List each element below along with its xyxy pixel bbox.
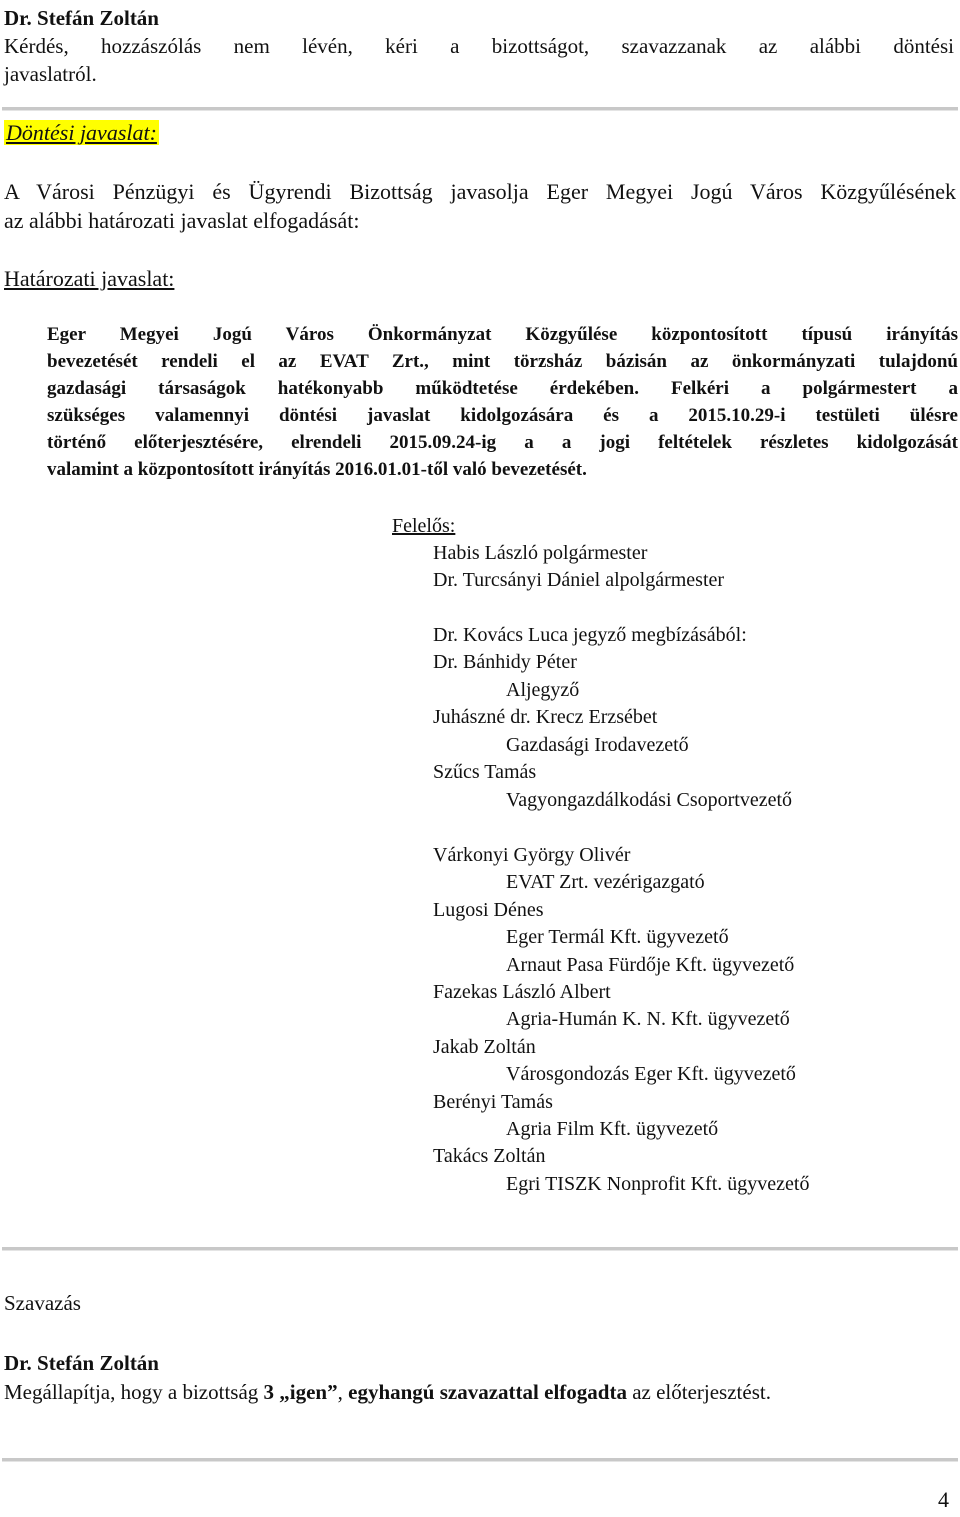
responsible-title: Aljegyző <box>506 679 580 701</box>
vote-quoted: „igen” <box>279 1380 338 1404</box>
bottom-divider <box>2 1458 958 1462</box>
resolution-line: szükséges valamennyi döntési javaslat kidolgozására és a 2015.10.29-i testületi ülésre <box>47 405 958 426</box>
resolution-line: gazdasági társaságok hatékonyabb működtetése érdekében. Felkéri a polgármestert a <box>47 378 958 399</box>
vote-result: egyhangú szavazattal elfogadta <box>348 1380 627 1404</box>
responsible-title: EVAT Zrt. vezérigazgató <box>506 871 705 893</box>
top-divider <box>2 107 958 111</box>
responsible-person: Berényi Tamás <box>433 1091 553 1113</box>
responsible-title: Eger Termál Kft. ügyvezető <box>506 926 729 948</box>
responsible-person: Habis László polgármester <box>433 542 648 564</box>
vote-heading: Szavazás <box>4 1291 81 1315</box>
responsible-title: Vagyongazdálkodási Csoportvezető <box>506 789 793 811</box>
responsible-title: Agria Film Kft. ügyvezető <box>506 1118 719 1140</box>
responsible-person: Dr. Kovács Luca jegyző megbízásából: <box>433 624 747 646</box>
responsible-title: Egri TISZK Nonprofit Kft. ügyvezető <box>506 1173 810 1195</box>
responsible-person: Dr. Turcsányi Dániel alpolgármester <box>433 569 725 591</box>
resolution-heading: Határozati javaslat: <box>4 266 175 291</box>
resolution-line: bevezetését rendeli el az EVAT Zrt., mint törzsház bázisán az önkormányzati tulajdonú <box>47 351 958 372</box>
vote-text-prefix: Megállapítja, hogy a bizottság <box>4 1380 264 1404</box>
vote-speaker: Dr. Stefán Zoltán <box>4 1351 159 1375</box>
proposal-heading-wrapper <box>4 118 159 151</box>
proposal-body-line-2: az alábbi határozati javaslat elfogadását: <box>4 208 360 233</box>
responsible-person: Várkonyi György Olivér <box>433 844 631 866</box>
responsible-title: Gazdasági Irodavezető <box>506 734 689 756</box>
vote-result-text <box>4 1378 771 1406</box>
responsible-person: Takács Zoltán <box>433 1145 546 1167</box>
responsible-person: Lugosi Dénes <box>433 899 544 921</box>
resolution-line: történő előterjesztésére, elrendeli 2015.09.24-ig a a jogi feltételek részletes kidolgozását <box>47 432 958 453</box>
responsible-person: Juhászné dr. Krecz Erzsébet <box>433 706 658 728</box>
responsible-title: Városgondozás Eger Kft. ügyvezető <box>506 1063 796 1085</box>
middle-divider <box>2 1247 958 1251</box>
intro-text-line-2: javaslatról. <box>4 62 97 86</box>
vote-count: 3 <box>263 1380 275 1404</box>
intro-text-line-1: Kérdés, hozzászólás nem lévén, kéri a bizottságot, szavazzanak az alábbi döntési <box>4 34 954 58</box>
speaker-name: Dr. Stefán Zoltán <box>4 6 159 30</box>
resolution-line: Eger Megyei Jogú Város Önkormányzat Közgyűlése központosított típusú irányítás <box>47 324 958 345</box>
responsible-person: Szűcs Tamás <box>433 761 537 783</box>
responsible-title: Arnaut Pasa Fürdője Kft. ügyvezető <box>506 954 795 976</box>
responsible-person: Jakab Zoltán <box>433 1036 536 1058</box>
vote-text-suffix: az előterjesztést. <box>626 1380 771 1404</box>
resolution-line: valamint a központosított irányítás 2016.01.01-től való bevezetését. <box>47 459 587 480</box>
responsible-person: Fazekas László Albert <box>433 981 611 1003</box>
responsible-title: Agria-Humán K. N. Kft. ügyvezető <box>506 1008 790 1030</box>
proposal-heading: Döntési javaslat: <box>6 120 157 145</box>
responsible-person: Dr. Bánhidy Péter <box>433 651 577 673</box>
page-number: 4 <box>938 1487 949 1512</box>
responsible-label: Felelős: <box>392 515 456 537</box>
proposal-body-line-1: A Városi Pénzügyi és Ügyrendi Bizottság javasolja Eger Megyei Jogú Város Közgyűlésének <box>4 179 956 204</box>
vote-comma: , <box>337 1380 349 1404</box>
